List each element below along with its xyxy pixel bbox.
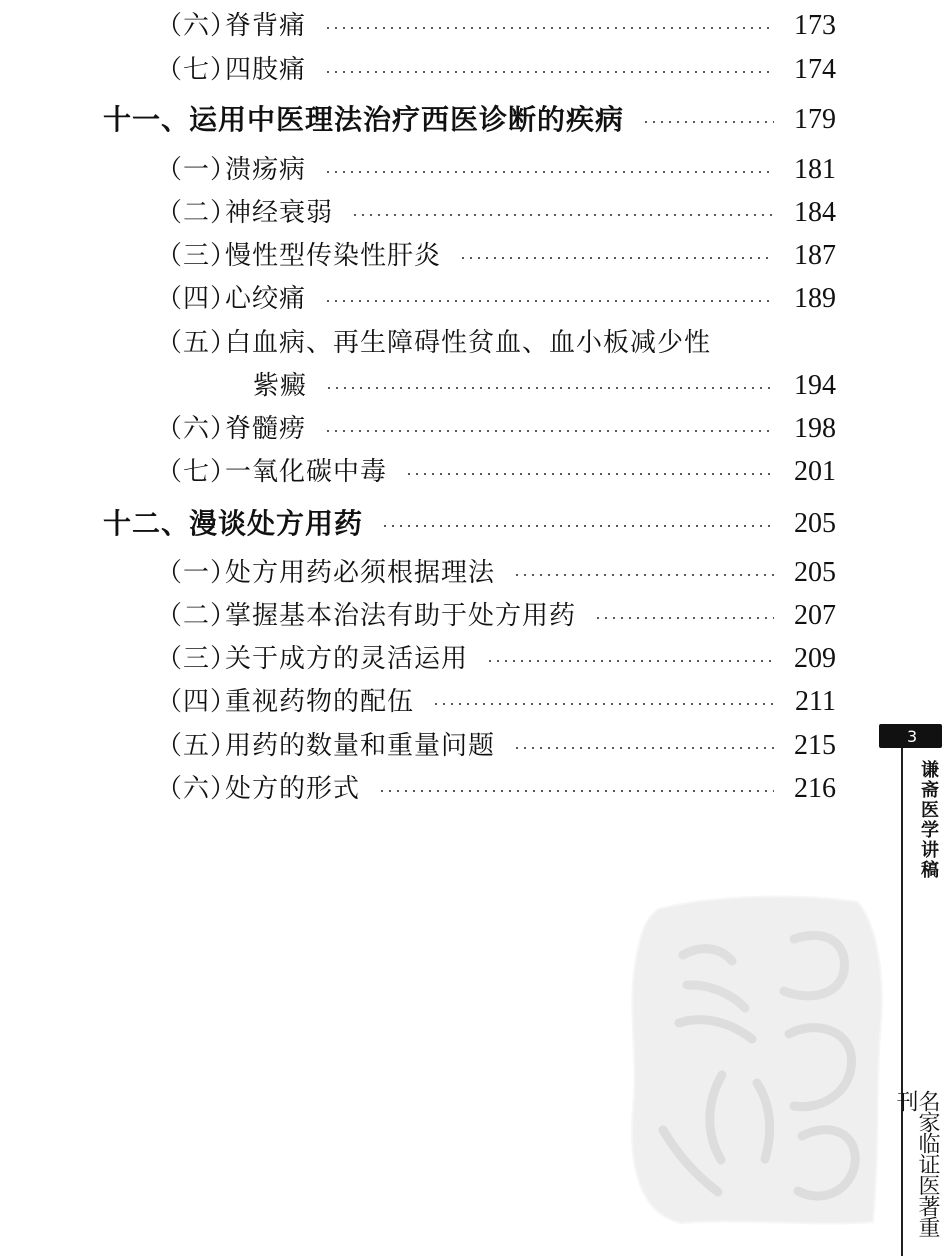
toc-entry-number: （四） [156, 284, 238, 314]
toc-entry [156, 556, 836, 590]
toc-entry-page-number: 174 [794, 54, 836, 85]
toc-entry-title: 脊髓痨 [225, 414, 307, 444]
toc-entry [156, 196, 836, 230]
toc-entry-title: 掌握基本治法有助于处方用药 [225, 601, 577, 631]
dot-leader [642, 121, 774, 123]
dot-leader [324, 27, 774, 29]
toc-entry [156, 9, 836, 43]
toc-entry-number: （六） [156, 11, 238, 41]
toc-entry-number: （一） [156, 558, 238, 588]
toc-entry [156, 239, 836, 273]
toc-entry-page-number: 189 [794, 283, 836, 314]
toc-entry-title: 用药的数量和重量问题 [225, 731, 496, 761]
toc-entry-title: 心绞痛 [225, 284, 307, 314]
toc-entry-title: 白血病、再生障碍性贫血、血小板减少性 [225, 328, 712, 358]
toc-entry-page-number: 194 [794, 370, 836, 401]
toc-entry-title: 紫癜 [253, 371, 308, 401]
dot-leader [405, 473, 774, 475]
toc-section-title: 运用中医理法治疗西医诊断的疾病 [189, 103, 625, 136]
side-margin-rule [901, 740, 903, 1256]
toc-entry [156, 685, 836, 719]
toc-entry-number: （三） [156, 241, 238, 271]
toc-entry [156, 412, 836, 446]
dot-leader [324, 300, 774, 302]
dot-leader [513, 574, 774, 576]
toc-entry-number: （四） [156, 687, 238, 717]
toc-entry-title: 神经衰弱 [225, 198, 334, 228]
toc-section-title: 漫谈处方用药 [189, 507, 364, 540]
book-title-vertical: 谦斋医学讲稿 [918, 760, 939, 880]
toc-entry-number: （二） [156, 601, 238, 631]
toc-entry-page-number: 205 [794, 557, 836, 588]
dot-leader [324, 71, 774, 73]
toc-entry [156, 772, 836, 806]
toc-entry-title: 处方用药必须根据理法 [225, 558, 496, 588]
toc-entry-title: 脊背痛 [225, 11, 307, 41]
toc-entry-first-line [156, 326, 836, 360]
series-title-vertical: 名家临证医著重刊 [893, 1090, 940, 1237]
toc-entry-page-number: 211 [795, 686, 836, 717]
toc-entry-page-number: 187 [794, 240, 836, 271]
toc-entry-title: 重视药物的配伍 [225, 687, 415, 717]
dot-leader [513, 747, 774, 749]
toc-entry-page-number: 201 [794, 456, 836, 487]
seal-watermark [620, 885, 898, 1235]
toc-entry-number: （六） [156, 414, 238, 444]
dot-leader [324, 171, 774, 173]
toc-section-page-number: 205 [794, 508, 836, 539]
toc-entry-number: （三） [156, 644, 238, 674]
toc-entry-page-number: 207 [794, 600, 836, 631]
toc-section-heading [103, 102, 836, 138]
toc-entry-number: （七） [156, 55, 238, 85]
toc-section-number: 十二、 [103, 507, 191, 540]
toc-entry [156, 729, 836, 763]
toc-entry-continuation [253, 369, 836, 403]
toc-entry-page-number: 216 [794, 773, 836, 804]
toc-section-number: 十一、 [103, 103, 191, 136]
toc-entry-page-number: 173 [794, 10, 836, 41]
toc-section-page-number: 179 [794, 104, 836, 135]
toc-entry-title: 溃疡病 [225, 155, 307, 185]
toc-entry-number: （二） [156, 198, 238, 228]
toc-entry-page-number: 184 [794, 197, 836, 228]
toc-entry-page-number: 181 [794, 154, 836, 185]
toc-entry-page-number: 209 [794, 643, 836, 674]
toc-entry-title: 四肢痛 [225, 55, 307, 85]
toc-entry [156, 53, 836, 87]
dot-leader [381, 525, 774, 527]
page-marker: 3 [879, 724, 942, 748]
dot-leader [325, 387, 774, 389]
toc-entry-title: 一氧化碳中毒 [225, 457, 388, 487]
toc-entry-number: （六） [156, 774, 238, 804]
toc-entry [156, 599, 836, 633]
toc-entry [156, 282, 836, 316]
dot-leader [324, 430, 774, 432]
toc-entry-title: 关于成方的灵活运用 [225, 644, 469, 674]
toc-entry-number: （五） [156, 328, 238, 358]
toc-entry [156, 642, 836, 676]
toc-entry-number: （一） [156, 155, 238, 185]
toc-entry-title: 慢性型传染性肝炎 [225, 241, 442, 271]
toc-entry-page-number: 215 [794, 730, 836, 761]
toc-entry-title: 处方的形式 [225, 774, 361, 804]
toc-entry [156, 153, 836, 187]
toc-entry-page-number: 198 [794, 413, 836, 444]
toc-entry-number: （五） [156, 731, 238, 761]
seal-shape [632, 897, 882, 1224]
dot-leader [486, 660, 774, 662]
toc-entry-number: （七） [156, 457, 238, 487]
dot-leader [378, 790, 774, 792]
toc-entry [156, 455, 836, 489]
dot-leader [351, 214, 774, 216]
dot-leader [459, 257, 774, 259]
toc-section-heading [103, 506, 836, 542]
dot-leader [432, 703, 774, 705]
dot-leader [594, 617, 774, 619]
